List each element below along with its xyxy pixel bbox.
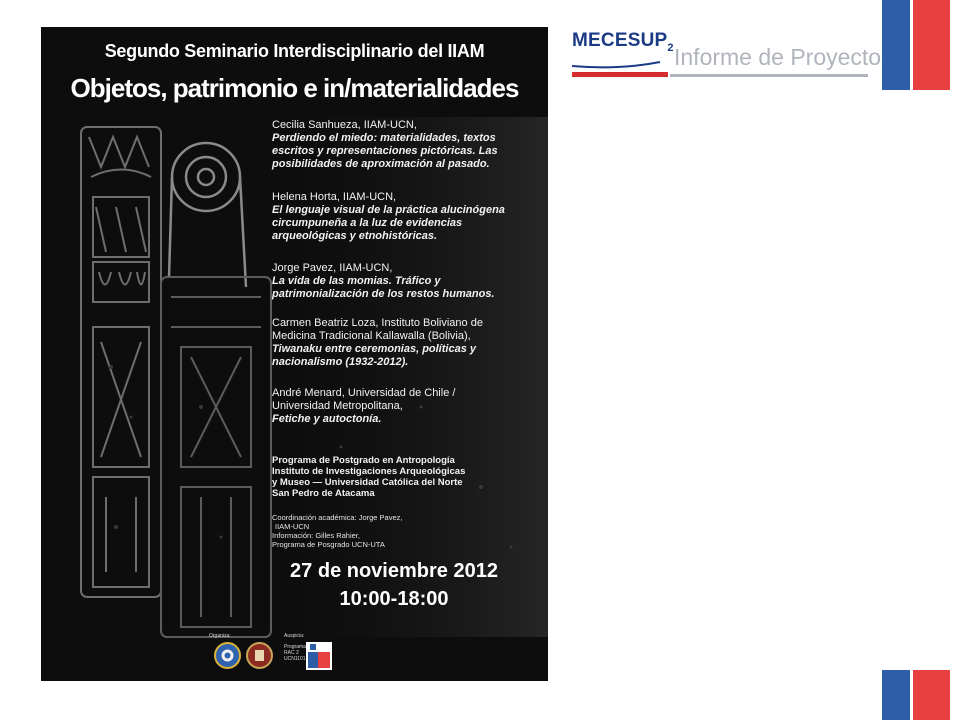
talk-title-line: La vida de las momias. Tráfico y <box>272 275 441 287</box>
coordination-line: Información: Gilles Rahier, <box>272 531 360 540</box>
program-line: San Pedro de Atacama <box>272 488 375 499</box>
ministry-logo-icon <box>306 642 332 670</box>
flag-block-bottom <box>882 670 950 720</box>
speaker-name: Carmen Beatriz Loza, Instituto Boliviano de <box>272 317 483 329</box>
mecesup-brand: $MECESUP_2$ <box>572 30 674 54</box>
program-code-line: UCN1101 <box>284 656 306 662</box>
speaker-name: Cecilia Sanhueza, IIAM-UCN, <box>272 119 417 131</box>
program-block <box>272 455 542 499</box>
talk-title-line: Perdiendo el miedo: materialidades, textos <box>272 132 496 144</box>
speaker-entry <box>272 119 542 171</box>
mecesup-brand-suffix: 2 <box>667 41 674 54</box>
museum-seal-icon <box>246 642 273 669</box>
speaker-affiliation: Universidad Metropolitana, <box>272 400 403 412</box>
program-line: y Museo — Universidad Católica del Norte <box>272 477 463 488</box>
talk-title-line: Fetiche y autoctonía. <box>272 413 382 425</box>
event-hours: 10:00-18:00 <box>339 588 449 610</box>
speaker-affiliation: Medicina Tradicional Kallawalla (Bolivia), <box>272 330 471 342</box>
report-subtitle: Informe de Proyecto <box>674 44 882 70</box>
talk-title-line: El lenguaje visual de la práctica alucinógena <box>272 204 505 216</box>
program-code <box>284 644 306 662</box>
coordination-block <box>272 513 542 549</box>
talk-title-line: circumpuneña a la luz de evidencias <box>272 217 463 229</box>
speaker-entry <box>272 191 542 243</box>
talk-title-line: patrimonialización de los restos humanos. <box>272 288 495 300</box>
talk-title-line: arqueológicas y etnohistóricas. <box>272 230 438 242</box>
coordination-line: Coordinación académica: Jorge Pavez, <box>272 513 403 522</box>
mecesup-logo <box>570 26 882 86</box>
program-line: Instituto de Investigaciones Arqueológicas <box>272 466 466 477</box>
talk-title-line: posibilidades de aproximación al pasado. <box>272 158 490 170</box>
event-date: 27 de noviembre 2012 <box>290 560 498 582</box>
coordination-line: IIAM-UCN <box>275 522 310 531</box>
talk-title-line: escritos y representaciones pictóricas. Las <box>272 145 498 157</box>
seminar-poster <box>41 27 548 681</box>
organiza-label: Organiza: <box>209 633 231 639</box>
speaker-entry <box>272 317 542 369</box>
university-seal-icon <box>214 642 241 669</box>
coordination-line: Programa de Posgrado UCN-UTA <box>272 540 385 549</box>
speaker-name: Jorge Pavez, IIAM-UCN, <box>272 262 393 274</box>
speaker-name: André Menard, Universidad de Chile / <box>272 387 456 399</box>
speaker-entry <box>272 262 542 301</box>
auspicia-label: Auspicia: <box>284 633 305 639</box>
flag-block-top <box>882 0 950 90</box>
speaker-entry <box>272 387 542 426</box>
talk-title-line: nacionalismo (1932-2012). <box>272 356 409 368</box>
talk-title-line: Tiwanaku entre ceremonias, políticas y <box>272 343 476 355</box>
program-line: Programa de Postgrado en Antropología <box>272 455 455 466</box>
program-code-line: RAC 2 <box>284 650 299 656</box>
program-code-line: Programa <box>284 644 306 650</box>
seminar-subtitle: Objetos, patrimonio e in/materialidades <box>70 73 519 103</box>
seminar-title: Segundo Seminario Interdisciplinario del IIAM <box>104 41 485 61</box>
speaker-name: Helena Horta, IIAM-UCN, <box>272 191 397 203</box>
